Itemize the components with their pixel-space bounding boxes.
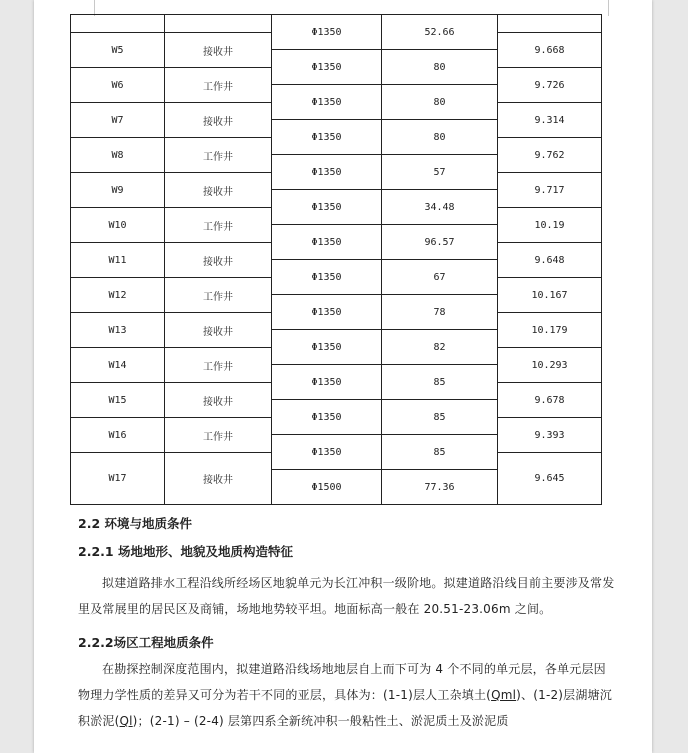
table-row xyxy=(71,15,602,33)
well-type-cell: 接收井 xyxy=(165,103,272,138)
well-id-cell: W7 xyxy=(71,103,165,138)
pipe-diameter-cell: Φ1350 xyxy=(272,190,382,225)
well-id-cell: W6 xyxy=(71,68,165,103)
well-id-cell: W12 xyxy=(71,278,165,313)
section-heading-2-2-1: 2.2.1 场地地形、地貌及地质构造特征 xyxy=(78,544,293,559)
pipe-length-cell: 82 xyxy=(382,330,498,365)
section-heading-2-2-2: 2.2.2场区工程地质条件 xyxy=(78,635,214,650)
document-page xyxy=(34,0,652,753)
pipe-length-cell: 52.66 xyxy=(382,15,498,50)
well-type-cell: 接收井 xyxy=(165,243,272,278)
pipe-length-cell: 67 xyxy=(382,260,498,295)
pipe-length-cell: 80 xyxy=(382,50,498,85)
pipe-length-cell: 85 xyxy=(382,400,498,435)
pipe-diameter-cell: Φ1350 xyxy=(272,15,382,50)
well-id-cell: W15 xyxy=(71,383,165,418)
well-type-cell: 工作井 xyxy=(165,418,272,453)
paragraph-geology-text-3: )；(2-1) – (2-4) 层第四系全新统冲积一般粘性土、淤泥质土及淤泥质 xyxy=(132,714,509,728)
paragraph-geology-text-2: )、(1-2)层湖塘沉积淤泥( xyxy=(78,688,612,728)
well-id-cell: W9 xyxy=(71,173,165,208)
well-id-cell: W17 xyxy=(71,453,165,505)
well-id-cell: W16 xyxy=(71,418,165,453)
pipe-length-cell: 77.36 xyxy=(382,470,498,505)
well-type-cell: 接收井 xyxy=(165,453,272,505)
well-type-cell: 接收井 xyxy=(165,33,272,68)
pipe-length-cell: 57 xyxy=(382,155,498,190)
elevation-cell: 9.726 xyxy=(498,68,602,103)
well-id-cell: W13 xyxy=(71,313,165,348)
elevation-cell: 10.179 xyxy=(498,313,602,348)
well-type-cell: 工作井 xyxy=(165,138,272,173)
pipe-diameter-cell: Φ1350 xyxy=(272,435,382,470)
elevation-cell xyxy=(498,15,602,33)
well-type-cell: 接收井 xyxy=(165,383,272,418)
pipe-diameter-cell: Φ1350 xyxy=(272,85,382,120)
well-id-cell xyxy=(71,15,165,33)
well-id-cell: W5 xyxy=(71,33,165,68)
pipe-length-cell: 80 xyxy=(382,85,498,120)
well-id-cell: W11 xyxy=(71,243,165,278)
pipe-length-cell: 85 xyxy=(382,435,498,470)
well-type-cell: 接收井 xyxy=(165,173,272,208)
elevation-cell: 9.762 xyxy=(498,138,602,173)
elevation-cell: 9.717 xyxy=(498,173,602,208)
paragraph-geology-code-ql: Ql xyxy=(119,714,133,728)
elevation-cell: 10.167 xyxy=(498,278,602,313)
well-table xyxy=(70,14,602,522)
pipe-diameter-cell: Φ1500 xyxy=(272,470,382,505)
paragraph-terrain: 拟建道路排水工程沿线所经场区地貌单元为长江冲积一级阶地。拟建道路沿线目前主要涉及常发里及常展里的居民区及商铺，场地地势较平坦。地面标高一般在 20.51-23.06m 之间。 xyxy=(78,576,615,616)
pipe-length-cell: 34.48 xyxy=(382,190,498,225)
page-margin-mark-right xyxy=(608,0,629,16)
paragraph-geology xyxy=(78,656,618,734)
elevation-cell: 10.19 xyxy=(498,208,602,243)
elevation-cell: 9.668 xyxy=(498,33,602,68)
section-heading-2-2: 2.2 环境与地质条件 xyxy=(78,516,192,531)
pipe-diameter-cell: Φ1350 xyxy=(272,155,382,190)
well-type-cell: 工作井 xyxy=(165,208,272,243)
well-type-cell: 工作井 xyxy=(165,278,272,313)
elevation-cell: 9.648 xyxy=(498,243,602,278)
pipe-diameter-cell: Φ1350 xyxy=(272,225,382,260)
pipe-diameter-cell: Φ1350 xyxy=(272,260,382,295)
elevation-cell: 9.393 xyxy=(498,418,602,453)
pipe-diameter-cell: Φ1350 xyxy=(272,330,382,365)
well-type-cell xyxy=(165,15,272,33)
pipe-diameter-cell: Φ1350 xyxy=(272,400,382,435)
paragraph-geology-text-1: 在勘探控制深度范围内，拟建道路沿线场地地层自上而下可为 4 个不同的单元层，各单元层因物理力学性质的差异又可分为若干不同的亚层，具体为：(1-1)层人工杂填土( xyxy=(78,662,606,702)
pipe-length-cell: 80 xyxy=(382,120,498,155)
pipe-diameter-cell: Φ1350 xyxy=(272,365,382,400)
pipe-diameter-cell: Φ1350 xyxy=(272,50,382,85)
well-id-cell: W8 xyxy=(71,138,165,173)
well-type-cell: 工作井 xyxy=(165,68,272,103)
pipe-diameter-cell: Φ1350 xyxy=(272,120,382,155)
well-type-cell: 工作井 xyxy=(165,348,272,383)
elevation-cell: 9.314 xyxy=(498,103,602,138)
well-type-cell: 接收井 xyxy=(165,313,272,348)
pipe-diameter-cell: Φ1350 xyxy=(272,295,382,330)
well-id-cell: W10 xyxy=(71,208,165,243)
elevation-cell: 9.678 xyxy=(498,383,602,418)
pipe-length-cell: 85 xyxy=(382,365,498,400)
pipe-length-cell: 96.57 xyxy=(382,225,498,260)
paragraph-geology-code-qml: Qml xyxy=(491,688,517,702)
elevation-cell: 10.293 xyxy=(498,348,602,383)
pipe-length-cell: 78 xyxy=(382,295,498,330)
well-id-cell: W14 xyxy=(71,348,165,383)
elevation-cell: 9.645 xyxy=(498,453,602,505)
